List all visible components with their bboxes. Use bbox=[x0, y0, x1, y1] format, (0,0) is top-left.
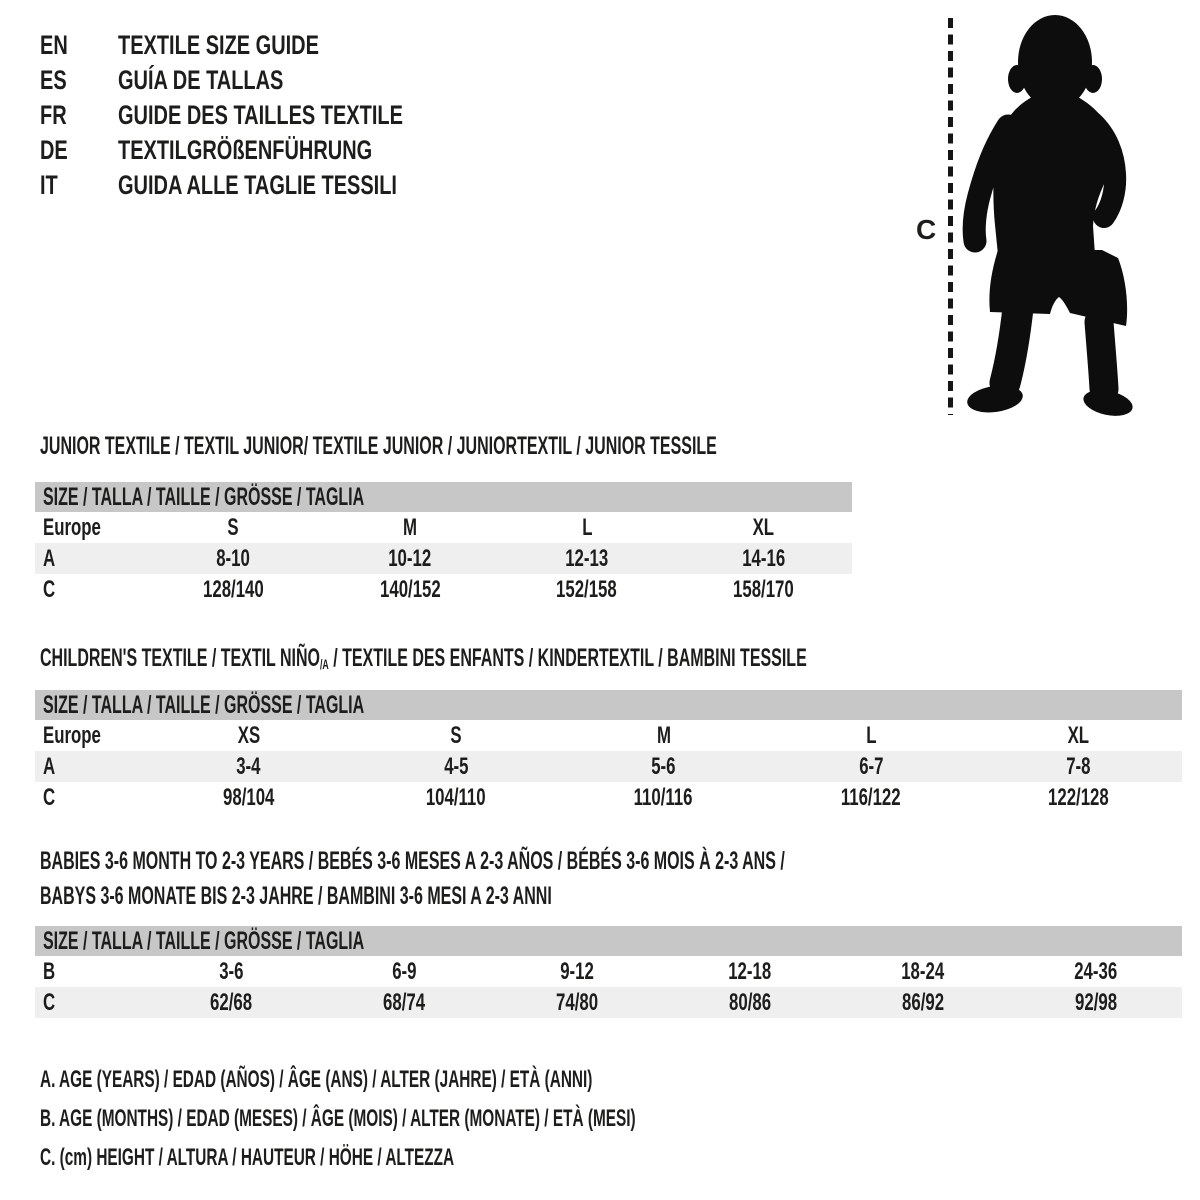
table-cell: 68/74 bbox=[383, 988, 426, 1016]
junior-size-table bbox=[35, 482, 852, 605]
measurement-legend bbox=[40, 1060, 971, 1177]
row-label: Europe bbox=[43, 513, 101, 541]
table-cell: 128/140 bbox=[202, 575, 264, 603]
guide-title-fr: GUIDE DES TAILLES TEXTILE bbox=[118, 100, 403, 130]
lang-code-it: IT bbox=[40, 170, 58, 200]
row-label: B bbox=[43, 957, 56, 985]
table-cell: M bbox=[656, 721, 671, 749]
table-cell: 80/86 bbox=[728, 988, 771, 1016]
table-cell: 158/170 bbox=[733, 575, 794, 603]
table-cell: L bbox=[865, 721, 877, 749]
toddler-silhouette-icon bbox=[962, 10, 1137, 420]
table-row bbox=[35, 751, 1182, 782]
table-row bbox=[35, 987, 1182, 1018]
table-row bbox=[35, 782, 1182, 813]
lang-code-fr: FR bbox=[40, 100, 67, 130]
legend-line-a: A. AGE (YEARS) / EDAD (AÑOS) / ÂGE (ANS) / ALTER (JAHRE) / ETÀ (ANNI) bbox=[40, 1065, 593, 1093]
junior-size-header-bar: SIZE / TALLA / TAILLE / GRÖSSE / TAGLIA bbox=[35, 482, 852, 512]
lang-code-de: DE bbox=[40, 135, 68, 165]
table-cell: XS bbox=[237, 721, 260, 749]
children-size-header-bar: SIZE / TALLA / TAILLE / GRÖSSE / TAGLIA bbox=[35, 690, 1182, 720]
guide-title-it: GUIDA ALLE TAGLIE TESSILI bbox=[118, 170, 397, 200]
table-cell: 14-16 bbox=[742, 544, 786, 572]
table-cell: XL bbox=[752, 513, 775, 541]
table-cell: 122/128 bbox=[1047, 783, 1109, 811]
table-cell: L bbox=[581, 513, 593, 541]
row-label: C bbox=[43, 988, 56, 1016]
babies-size-header-bar: SIZE / TALLA / TAILLE / GRÖSSE / TAGLIA bbox=[35, 926, 1182, 956]
row-label: A bbox=[43, 544, 56, 572]
table-cell: XL bbox=[1067, 721, 1090, 749]
table-row bbox=[35, 543, 852, 574]
nino-a-subscript: /A bbox=[319, 657, 329, 672]
babies-section-title-line1: BABIES 3-6 MONTH TO 2-3 YEARS / BEBÉS 3-6 MESES A 2-3 AÑOS / BÉBÉS 3-6 MOIS À 2-3 ANS / bbox=[40, 847, 785, 875]
table-row bbox=[35, 574, 852, 605]
children-section-title: CHILDREN'S TEXTILE / TEXTIL NIÑO/A / TEXTILE DES ENFANTS / KINDERTEXTIL / BAMBINI TESSILE bbox=[40, 644, 807, 672]
row-label: A bbox=[43, 752, 56, 780]
table-cell: S bbox=[450, 721, 462, 749]
lang-row-de bbox=[40, 133, 503, 168]
row-label: Europe bbox=[43, 721, 101, 749]
legend-line-b: B. AGE (MONTHS) / EDAD (MESES) / ÂGE (MOIS) / ALTER (MONATE) / ETÀ (MESI) bbox=[40, 1104, 636, 1132]
table-cell: 24-36 bbox=[1074, 957, 1118, 985]
guide-title-es: GUÍA DE TALLAS bbox=[118, 65, 284, 95]
table-cell: 6-7 bbox=[858, 752, 884, 780]
table-cell: 86/92 bbox=[901, 988, 944, 1016]
table-cell: 7-8 bbox=[1066, 752, 1091, 780]
table-cell: 10-12 bbox=[388, 544, 432, 572]
table-cell: 9-12 bbox=[560, 957, 594, 985]
junior-section-title: JUNIOR TEXTILE / TEXTIL JUNIOR/ TEXTILE JUNIOR / JUNIORTEXTIL / JUNIOR TESSILE bbox=[40, 432, 717, 460]
legend-line-c: C. (cm) HEIGHT / ALTURA / HAUTEUR / HÖHE / ALTEZZA bbox=[40, 1143, 455, 1171]
table-cell: 98/104 bbox=[223, 783, 275, 811]
guide-title-en: TEXTILE SIZE GUIDE bbox=[118, 30, 319, 60]
height-measure-label: C bbox=[916, 214, 937, 245]
table-cell: 8-10 bbox=[216, 544, 251, 572]
table-cell: 3-6 bbox=[219, 957, 244, 985]
language-title-list bbox=[40, 28, 503, 203]
table-row bbox=[35, 512, 852, 543]
table-cell: 18-24 bbox=[901, 957, 945, 985]
height-measure-dashed-line bbox=[948, 18, 953, 415]
table-cell: 110/116 bbox=[634, 783, 693, 811]
lang-code-en: EN bbox=[40, 30, 68, 60]
lang-code-es: ES bbox=[40, 65, 67, 95]
lang-row-en bbox=[40, 28, 503, 63]
children-size-table bbox=[35, 690, 1182, 813]
table-cell: 140/152 bbox=[379, 575, 441, 603]
table-row bbox=[35, 720, 1182, 751]
table-cell: 104/110 bbox=[426, 783, 487, 811]
guide-title-de: TEXTILGRÖßENFÜHRUNG bbox=[118, 135, 373, 165]
table-cell: 3-4 bbox=[236, 752, 261, 780]
table-cell: 116/122 bbox=[841, 783, 901, 811]
babies-size-table bbox=[35, 926, 1182, 1018]
table-cell: 12-13 bbox=[565, 544, 609, 572]
table-row bbox=[35, 956, 1182, 987]
table-cell: 5-6 bbox=[651, 752, 676, 780]
table-cell: S bbox=[227, 513, 239, 541]
lang-row-es bbox=[40, 63, 503, 98]
table-cell: 6-9 bbox=[392, 957, 417, 985]
table-cell: 12-18 bbox=[728, 957, 772, 985]
babies-section-title-line2: BABYS 3-6 MONATE BIS 2-3 JAHRE / BAMBINI 3-6 MESI A 2-3 ANNI bbox=[40, 882, 552, 910]
lang-row-it bbox=[40, 168, 503, 203]
table-cell: 62/68 bbox=[210, 988, 253, 1016]
row-label: C bbox=[43, 575, 56, 603]
table-cell: 92/98 bbox=[1074, 988, 1117, 1016]
lang-row-fr bbox=[40, 98, 503, 133]
table-cell: 152/158 bbox=[556, 575, 618, 603]
table-cell: 4-5 bbox=[443, 752, 469, 780]
row-label: C bbox=[43, 783, 56, 811]
table-cell: 74/80 bbox=[556, 988, 599, 1016]
table-cell: M bbox=[403, 513, 418, 541]
